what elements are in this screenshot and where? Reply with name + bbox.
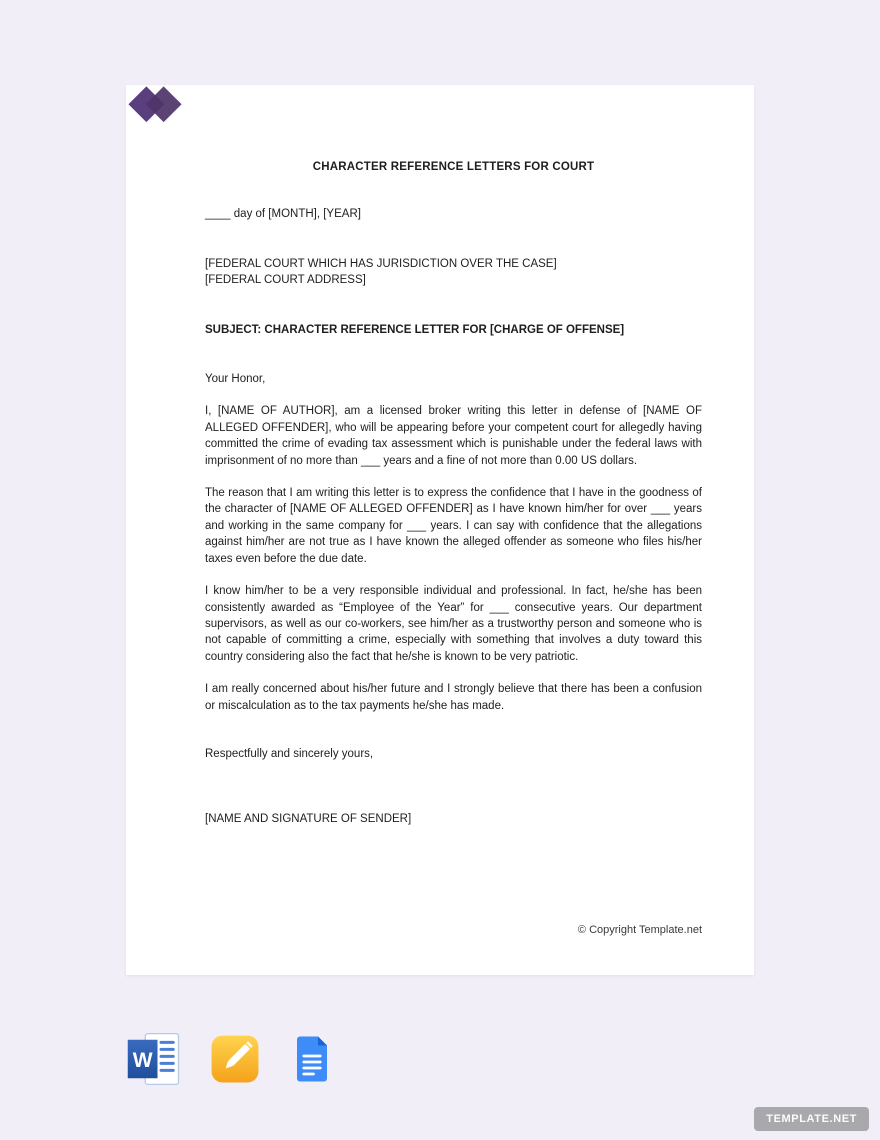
paragraph-4: I am really concerned about his/her future and I strongly believe that there has been a confusion or miscalculation as to the tax payments he/she has made.	[205, 683, 702, 712]
recipient-block	[205, 256, 702, 289]
document-page	[126, 85, 754, 975]
salutation: Your Honor,	[205, 373, 266, 386]
copyright-text: © Copyright Template.net	[577, 923, 702, 936]
svg-text:W: W	[132, 1048, 153, 1072]
date-line: ____ day of [MONTH], [YEAR]	[205, 208, 361, 221]
closing-line: Respectfully and sincerely yours,	[205, 747, 374, 760]
signature-line: [NAME AND SIGNATURE OF SENDER]	[205, 813, 412, 826]
letter-title: CHARACTER REFERENCE LETTERS FOR COURT	[312, 161, 595, 173]
letter-body	[126, 85, 754, 938]
recipient-court-line: [FEDERAL COURT WHICH HAS JURISDICTION OVER THE CASE]	[205, 257, 557, 270]
google-docs-icon[interactable]	[288, 1034, 336, 1084]
paragraph-3: I know him/her to be a very responsible individual and professional. In fact, he/she has been consistently awarded as “Employee of the Year” for ___ consecutive years. Our department supervisors, as well as our co-workers, see him/her as a trustworthy person and someone who is not capable of committing a crime, especially with something that involves a duty toward this country considering also the fact that he/she is known to be very patriotic.	[205, 585, 702, 663]
ms-word-icon[interactable]	[126, 1031, 182, 1087]
recipient-address-line: [FEDERAL COURT ADDRESS]	[205, 274, 366, 287]
subject-line: SUBJECT: CHARACTER REFERENCE LETTER FOR [CHARGE OF OFFENSE]	[205, 323, 625, 336]
paragraph-1: I, [NAME OF AUTHOR], am a licensed broker writing this letter in defense of [NAME OF ALLEGED OFFENDER], who will be appearing before your competent court for allegedly having committed the crime of evading tax assessment which is punishable under the federal laws with imprisonment of no more than ___ years and a fine of not more than 0.00 US dollars.	[205, 405, 702, 467]
template-net-watermark: TEMPLATE.NET	[754, 1107, 869, 1131]
apple-pages-icon[interactable]	[210, 1034, 260, 1084]
paragraph-2: The reason that I am writing this letter is to express the confidence that I have in the goodness of the character of [NAME OF ALLEGED OFFENDER] as I have known him/her for over ___ years and working in the same company for ___ years. I can say with confidence that the allegations against him/her are not true as I have known the alleged offender as someone who files his/her taxes even before the due date.	[205, 487, 702, 565]
file-format-icons	[126, 1031, 336, 1087]
